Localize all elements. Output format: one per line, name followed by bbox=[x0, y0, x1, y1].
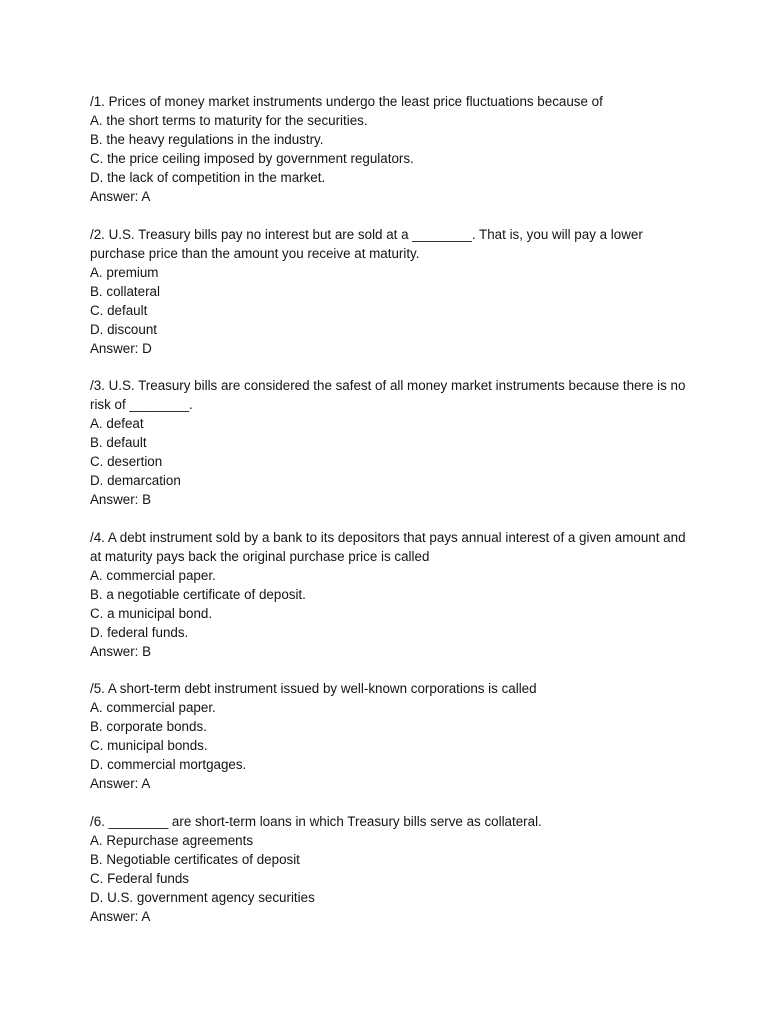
question-stem: /1. Prices of money market instruments undergo the least price fluctuations because of bbox=[90, 94, 603, 109]
question-stem: /4. A debt instrument sold by a bank to its depositors that pays annual interest of a given amount and at maturity pays back the original purchase price is called bbox=[90, 529, 690, 564]
option-d: D. federal funds. bbox=[90, 624, 189, 640]
question-5 bbox=[90, 679, 690, 793]
option-d: D. commercial mortgages. bbox=[90, 757, 247, 772]
question-stem: /5. A short-term debt instrument issued by well-known corporations is called bbox=[90, 681, 537, 696]
option-a: A. defeat bbox=[90, 416, 144, 431]
answer-line: Answer: A bbox=[90, 776, 151, 791]
option-a: A. commercial paper. bbox=[90, 567, 216, 583]
question-6 bbox=[90, 812, 690, 926]
option-c: C. Federal funds bbox=[90, 870, 189, 886]
question-2 bbox=[90, 225, 690, 358]
option-c: C. the price ceiling imposed by government regulators. bbox=[90, 151, 414, 166]
option-b: B. a negotiable certificate of deposit. bbox=[90, 586, 306, 602]
option-d: D. demarcation bbox=[90, 473, 181, 488]
question-stem: /3. U.S. Treasury bills are considered the safest of all money market instruments because there is no risk of ________. bbox=[90, 378, 690, 412]
option-b: B. corporate bonds. bbox=[90, 719, 207, 734]
question-4 bbox=[90, 528, 690, 661]
answer-line: Answer: A bbox=[90, 189, 151, 204]
option-a: A. commercial paper. bbox=[90, 700, 216, 715]
question-stem: /2. U.S. Treasury bills pay no interest but are sold at a ________. That is, you will pay a lower purchase price than the amount you receive at maturity. bbox=[90, 226, 647, 261]
answer-line: Answer: D bbox=[90, 340, 152, 356]
option-d: D. discount bbox=[90, 321, 157, 337]
option-c: C. a municipal bond. bbox=[90, 605, 213, 621]
question-stem: /6. ________ are short-term loans in which Treasury bills serve as collateral. bbox=[90, 813, 542, 829]
answer-line: Answer: A bbox=[90, 908, 151, 924]
document-page bbox=[90, 92, 690, 944]
answer-line: Answer: B bbox=[90, 492, 152, 507]
option-b: B. default bbox=[90, 435, 147, 450]
option-d: D. the lack of competition in the market. bbox=[90, 170, 326, 185]
option-a: A. Repurchase agreements bbox=[90, 832, 254, 848]
option-b: B. collateral bbox=[90, 283, 160, 299]
question-3 bbox=[90, 376, 690, 509]
option-c: C. municipal bonds. bbox=[90, 738, 208, 753]
option-d: D. U.S. government agency securities bbox=[90, 889, 315, 905]
answer-line: Answer: B bbox=[90, 643, 152, 659]
question-1 bbox=[90, 92, 690, 206]
option-c: C. default bbox=[90, 302, 148, 318]
option-a: A. premium bbox=[90, 264, 159, 280]
option-a: A. the short terms to maturity for the securities. bbox=[90, 113, 368, 128]
option-b: B. Negotiable certificates of deposit bbox=[90, 851, 300, 867]
option-b: B. the heavy regulations in the industry. bbox=[90, 132, 324, 147]
option-c: C. desertion bbox=[90, 454, 163, 469]
